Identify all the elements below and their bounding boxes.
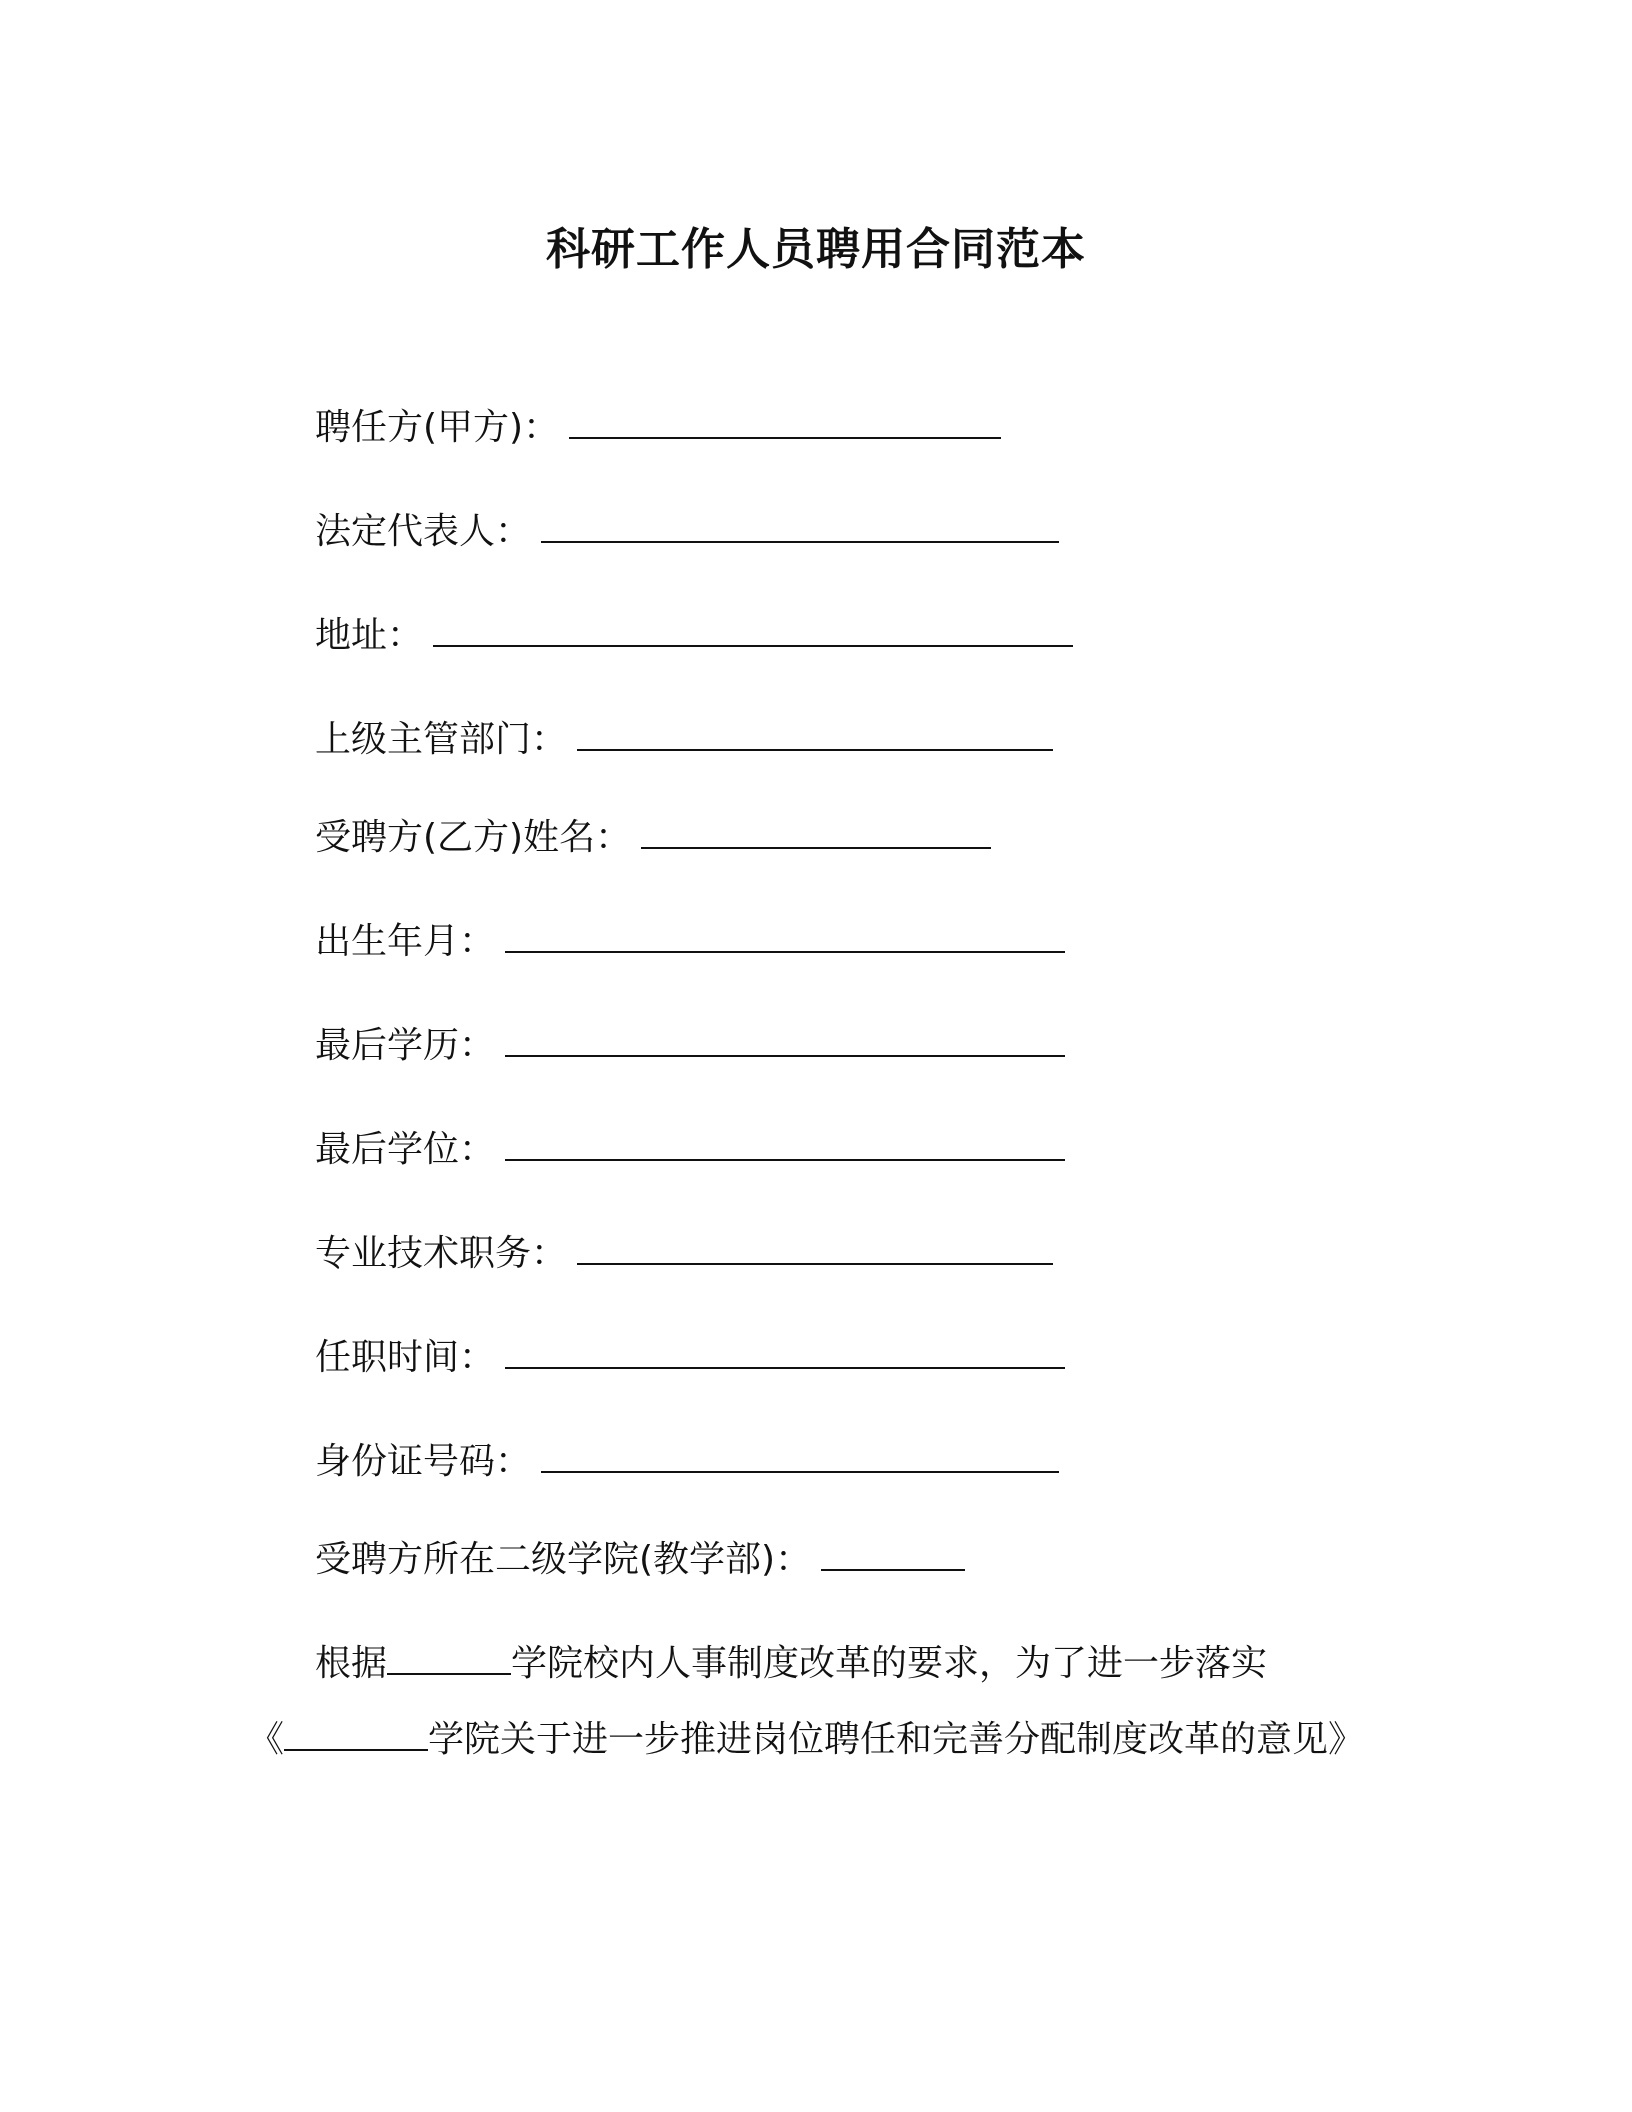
field-supervising-department xyxy=(315,716,1053,764)
field-label: 身份证号码： xyxy=(315,1441,532,1482)
field-label: 地址： xyxy=(315,615,424,656)
field-education xyxy=(315,1022,1065,1070)
fill-in-blank[interactable] xyxy=(284,1719,428,1751)
field-label: 受聘方所在二级学院(教学部)： xyxy=(315,1539,812,1580)
field-birth-date xyxy=(315,918,1065,966)
field-address xyxy=(315,612,1073,660)
fill-in-blank[interactable] xyxy=(433,615,1073,647)
fill-in-blank[interactable] xyxy=(577,1233,1053,1265)
field-label: 上级主管部门： xyxy=(315,719,568,760)
body-paragraph-line-2 xyxy=(248,1716,1364,1764)
fill-in-blank[interactable] xyxy=(387,1643,511,1675)
field-label: 出生年月： xyxy=(315,921,496,962)
fill-in-blank[interactable] xyxy=(541,511,1059,543)
paragraph-text: 根据 xyxy=(315,1643,388,1684)
fill-in-blank[interactable] xyxy=(505,1129,1065,1161)
field-label: 法定代表人： xyxy=(315,511,532,552)
fill-in-blank[interactable] xyxy=(821,1539,965,1571)
paragraph-text: 学院关于进一步推进岗位聘任和完善分配制度改革的意见》 xyxy=(428,1719,1365,1760)
fill-in-blank[interactable] xyxy=(505,1337,1065,1369)
field-id-number xyxy=(315,1438,1059,1486)
document-title: 科研工作人员聘用合同范本 xyxy=(546,224,1086,275)
field-employee-name xyxy=(315,814,991,862)
field-degree xyxy=(315,1126,1065,1174)
field-label: 最后学位： xyxy=(315,1129,496,1170)
fill-in-blank[interactable] xyxy=(505,1025,1065,1057)
fill-in-blank[interactable] xyxy=(505,921,1065,953)
field-employer xyxy=(315,404,1001,452)
body-paragraph-line-1 xyxy=(315,1640,1267,1688)
field-label: 聘任方(甲方)： xyxy=(315,407,560,448)
field-appointment-time xyxy=(315,1334,1065,1382)
field-label: 受聘方(乙方)姓名： xyxy=(315,817,632,858)
paragraph-text: 学院校内人事制度改革的要求，为了进一步落实 xyxy=(511,1643,1268,1684)
field-legal-representative xyxy=(315,508,1059,556)
fill-in-blank[interactable] xyxy=(541,1441,1059,1473)
fill-in-blank[interactable] xyxy=(641,817,991,849)
fill-in-blank[interactable] xyxy=(569,407,1001,439)
field-label: 最后学历： xyxy=(315,1025,496,1066)
field-label: 任职时间： xyxy=(315,1337,496,1378)
field-college xyxy=(315,1536,965,1584)
field-label: 专业技术职务： xyxy=(315,1233,568,1274)
field-professional-title xyxy=(315,1230,1053,1278)
paragraph-text: 《 xyxy=(248,1719,285,1760)
fill-in-blank[interactable] xyxy=(577,719,1053,751)
